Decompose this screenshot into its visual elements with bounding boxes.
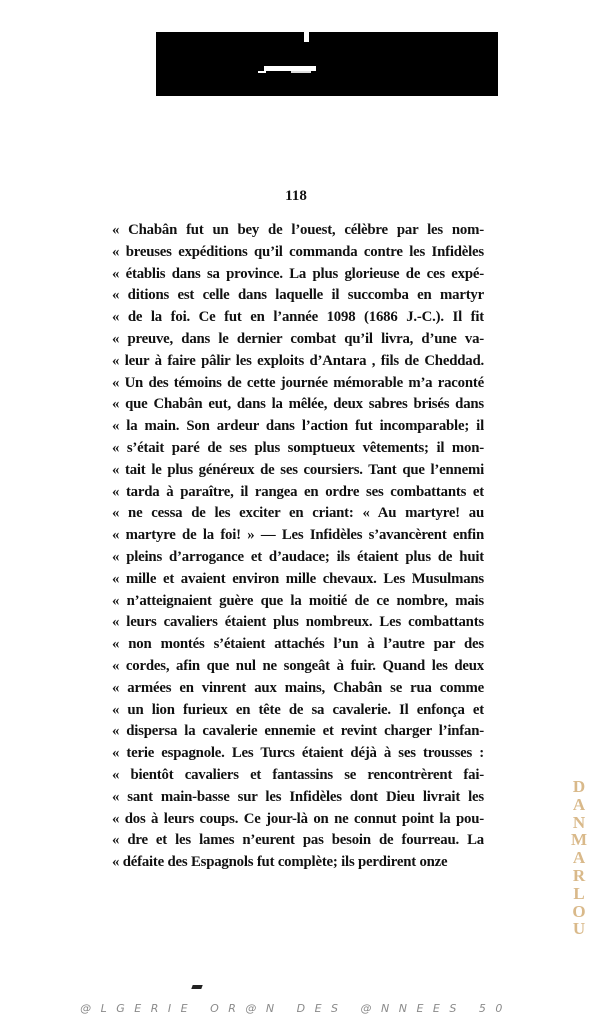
text-line: « cordes, afin que nul ne songeât à fuir. Quand les deux bbox=[112, 657, 484, 674]
text-line: « sant main-basse sur les Infidèles dont Dieu livrait les bbox=[112, 788, 484, 805]
text-line: « breuses expéditions qu’il commanda contre les Infidèles bbox=[112, 243, 484, 260]
stamp-letter: R bbox=[572, 865, 586, 885]
text-line: « un lion furieux en tête de sa cavalerie. Il enfonça et bbox=[112, 701, 484, 718]
text-line: « preuve, dans le dernier combat qu’il livra, d’une va- bbox=[112, 330, 484, 347]
redaction-mark bbox=[258, 71, 266, 73]
text-line: « tait le plus généreux de ses coursiers. Tant que l’ennemi bbox=[112, 461, 484, 478]
text-line: « la main. Son ardeur dans l’action fut incomparable; il bbox=[112, 418, 484, 435]
text-line: « pleins d’arrogance et d’audace; ils étaient plus de huit bbox=[112, 548, 484, 565]
text-line: « ditions est celle dans laquelle il succomba en martyr bbox=[112, 287, 484, 304]
stamp-letter: N bbox=[572, 812, 586, 832]
text-line: « Un des témoins de cette journée mémorable m’a raconté bbox=[112, 374, 484, 391]
text-line: « leur à faire pâlir les exploits d’Antara , fils de Cheddad. bbox=[112, 352, 484, 369]
watermark-stamp bbox=[568, 778, 590, 938]
ink-mark bbox=[191, 985, 202, 989]
redaction-block bbox=[156, 32, 498, 96]
text-line: « terie espagnole. Les Turcs étaient déjà à ses trousses : bbox=[112, 745, 484, 762]
text-line: « tarda à paraître, il rangea en ordre ses combattants et bbox=[112, 483, 484, 500]
text-line: « défaite des Espagnols fut complète; ils perdirent onze bbox=[112, 854, 448, 871]
stamp-letter: U bbox=[572, 919, 586, 939]
text-line: « de la foi. Ce fut en l’année 1098 (1686 J.-C.). Il fit bbox=[112, 309, 484, 326]
text-line: « n’atteignaient guère que la moitié de ce nombre, mais bbox=[112, 592, 484, 609]
stamp-letter: M bbox=[570, 830, 588, 850]
redaction-notch bbox=[304, 32, 309, 42]
stamp-letter: D bbox=[572, 777, 586, 796]
text-line: « établis dans sa province. La plus glorieuse de ces expé- bbox=[112, 265, 484, 282]
footer-caption: @LGERIE OR@N DES @NNEES 50 bbox=[80, 1002, 512, 1015]
body-text bbox=[112, 220, 484, 874]
text-line: « ne cessa de les exciter en criant: « Au martyre! au bbox=[112, 505, 484, 522]
text-line: « dispersa la cavalerie ennemie et revint charger l’infan- bbox=[112, 723, 484, 740]
stamp-letter: O bbox=[572, 901, 586, 921]
page-number: 118 bbox=[285, 188, 307, 204]
text-line: « Chabân fut un bey de l’ouest, célèbre par les nom- bbox=[112, 222, 484, 238]
text-line: « martyre de la foi! » — Les Infidèles s’avancèrent enfin bbox=[112, 527, 484, 544]
stamp-letter: A bbox=[572, 848, 586, 868]
text-line: « que Chabân eut, dans la mêlée, deux sabres brisés dans bbox=[112, 396, 484, 413]
text-line: « dos à leurs coups. Ce jour-là on ne connut point la pou- bbox=[112, 810, 484, 827]
text-line: « dre et les lames n’eurent pas besoin de fourreau. La bbox=[112, 832, 484, 849]
text-line: « non montés s’étaient attachés l’un à l’autre par des bbox=[112, 636, 484, 653]
text-line: « mille et avaient environ mille chevaux. Les Musulmans bbox=[112, 570, 484, 587]
redaction-mark bbox=[291, 71, 311, 73]
text-line: « s’était paré de ses plus somptueux vêtements; il mon- bbox=[112, 439, 484, 456]
stamp-letter: L bbox=[573, 883, 585, 903]
text-line: « bientôt cavaliers et fantassins se rencontrèrent fai- bbox=[112, 766, 484, 783]
text-line: « leurs cavaliers étaient plus nombreux. Les combattants bbox=[112, 614, 484, 631]
stamp-letter: A bbox=[572, 794, 586, 814]
text-line: « armées en vinrent aux mains, Chabân se rua comme bbox=[112, 679, 484, 696]
